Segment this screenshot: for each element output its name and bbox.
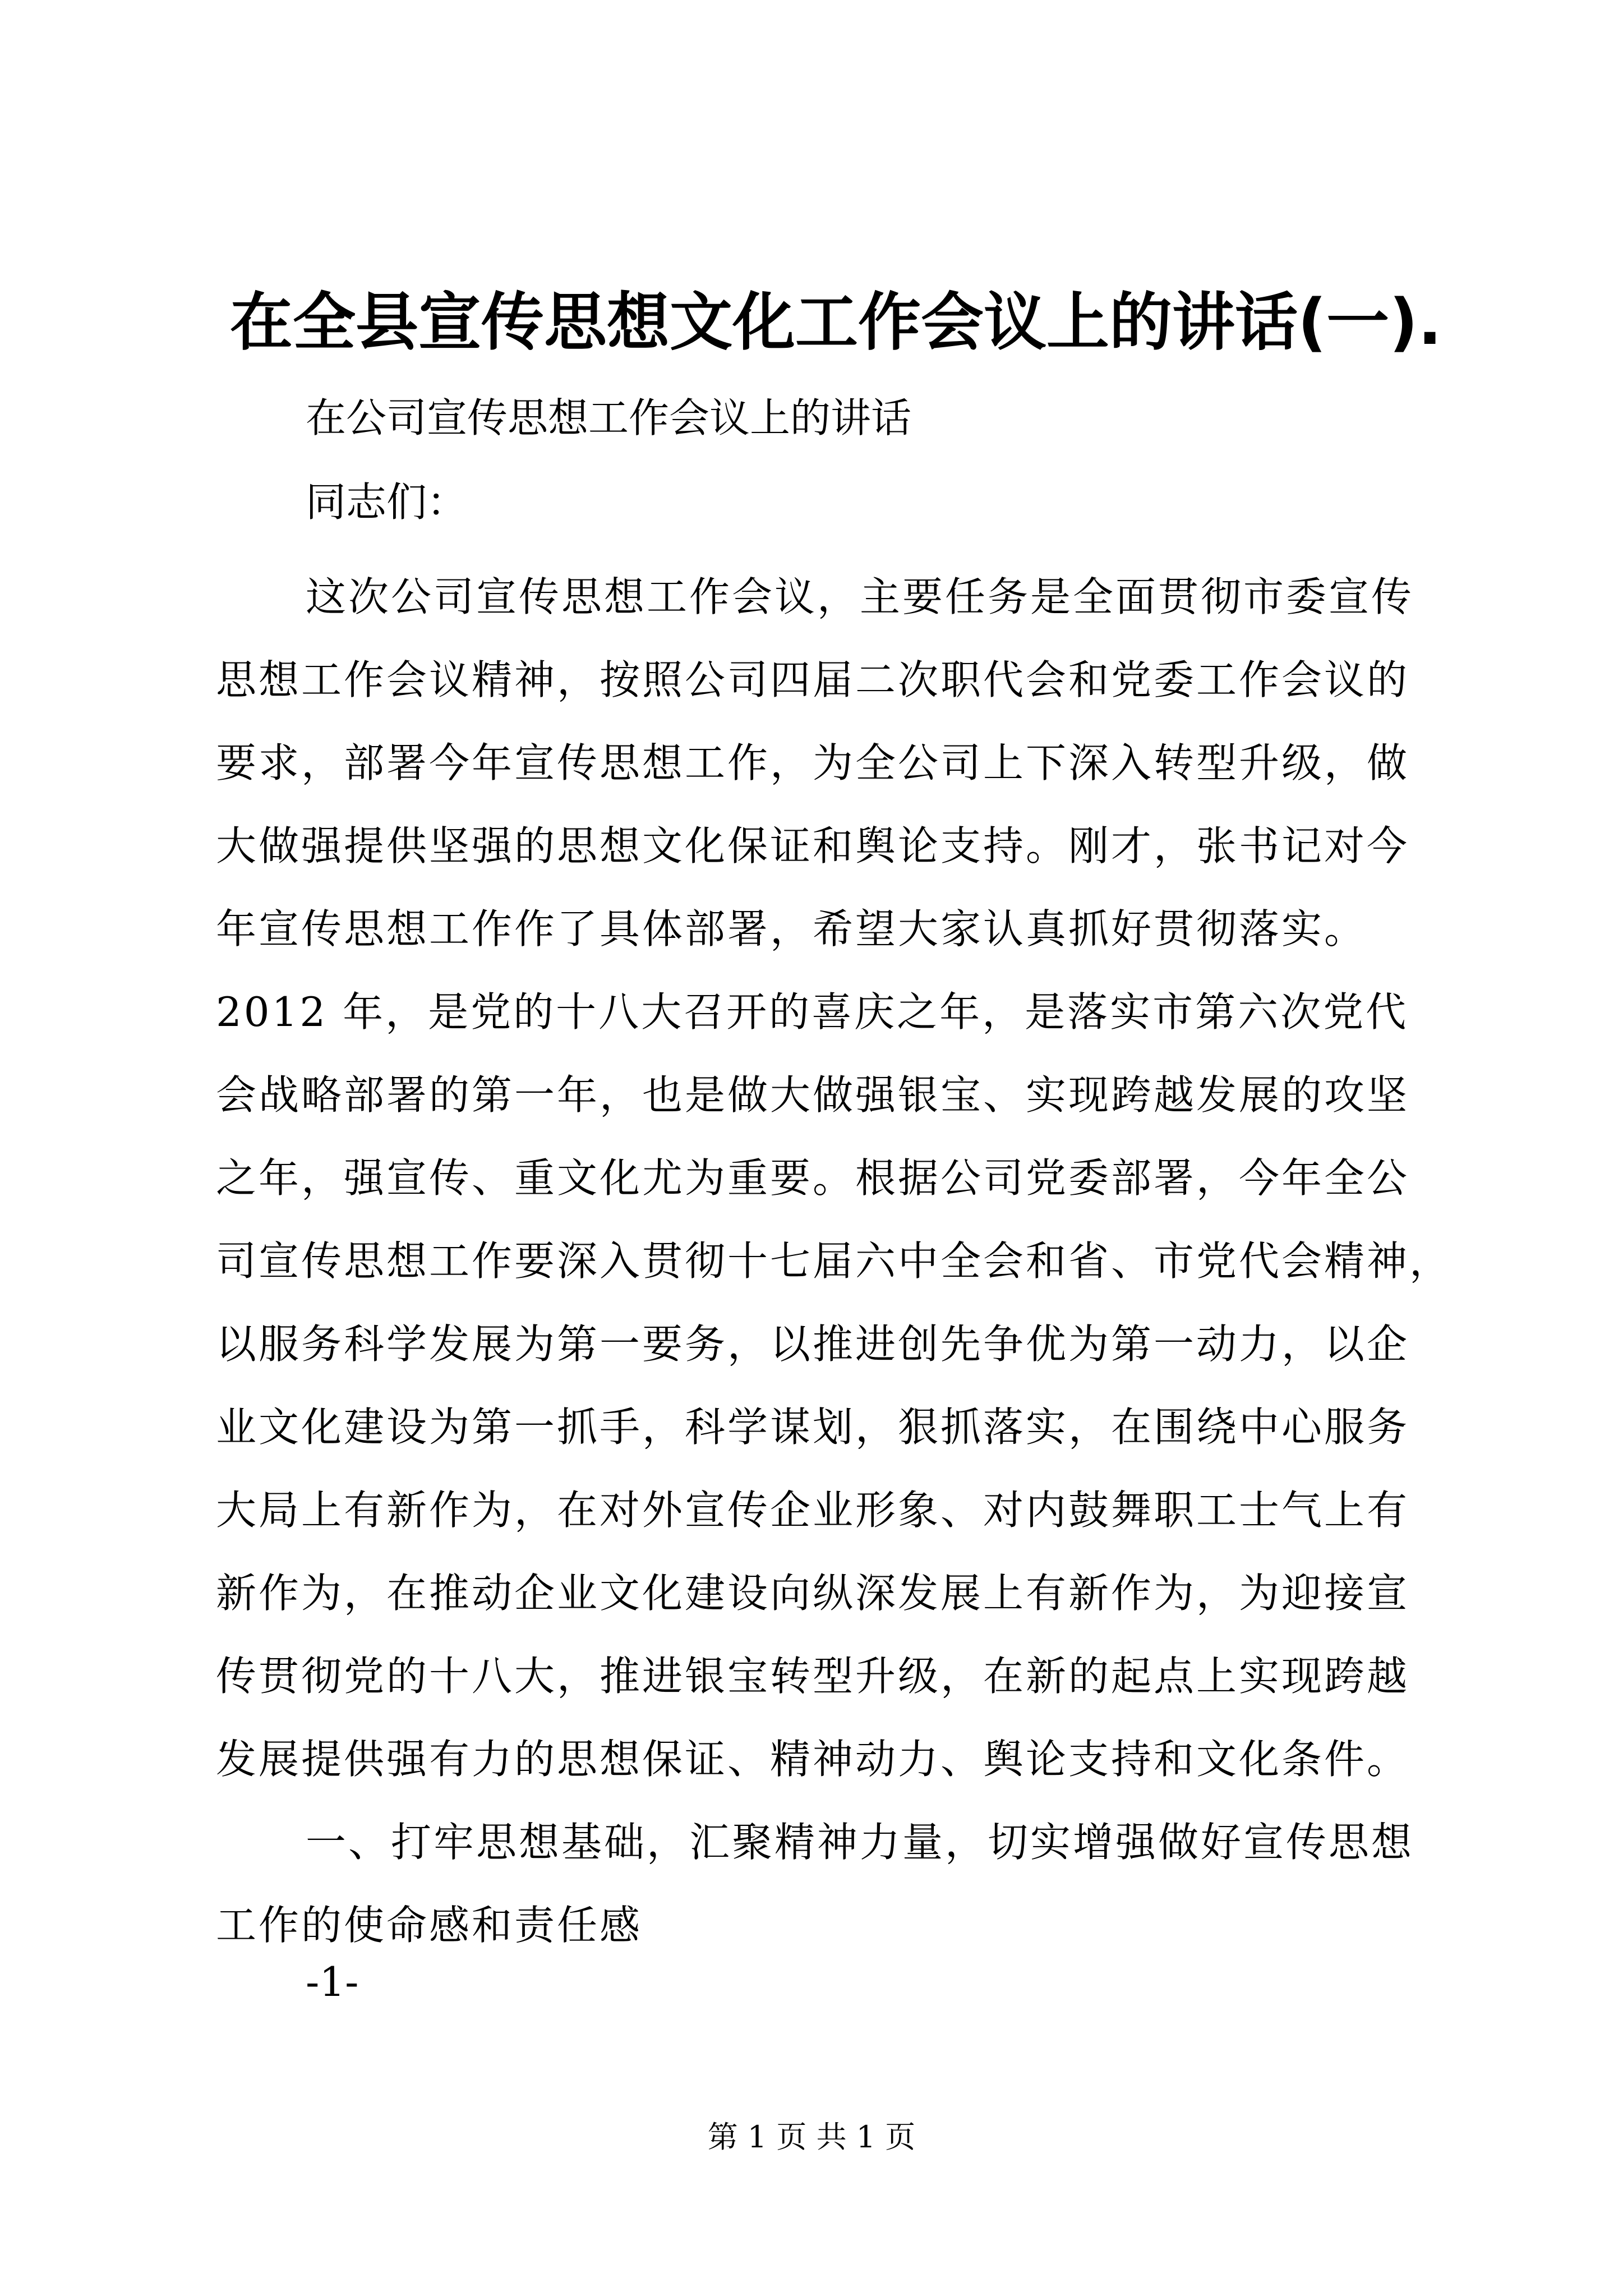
body-line: 年宣传思想工作作了具体部署，希望大家认真抓好贯彻落实。 (216, 905, 1367, 953)
body-line: 大做强提供坚强的思想文化保证和舆论支持。刚才，张书记对今 (216, 822, 1410, 869)
body-text (216, 555, 1453, 1967)
body-line: 这次公司宣传思想工作会议，主要任务是全面贯彻市委宣传 (306, 573, 1414, 620)
document-title: 在全县宣传思想文化工作会议上的讲话(一). (230, 286, 1442, 359)
body-line: 业文化建设为第一抓手，科学谋划，狠抓落实，在围绕中心服务 (216, 1404, 1410, 1451)
body-line: 要求，部署今年宣传思想工作，为全公司上下深入转型升级，做 (216, 739, 1410, 786)
body-line: 2012 年，是党的十八大召开的喜庆之年，是落实市第六次党代 (216, 988, 1409, 1036)
section-heading-line: 工作的使命感和责任感 (216, 1902, 643, 1949)
body-line: 会战略部署的第一年，也是做大做强银宝、实现跨越发展的攻坚 (216, 1071, 1410, 1119)
body-line: 发展提供强有力的思想保证、精神动力、舆论支持和文化条件。 (216, 1736, 1410, 1783)
body-line: 以服务科学发展为第一要务，以推进创先争优为第一动力，以企 (216, 1320, 1410, 1368)
section-heading-line: 一、打牢思想基础，汇聚精神力量，切实增强做好宣传思想 (306, 1819, 1414, 1866)
page-footer: 第 1 页 共 1 页 (707, 2119, 916, 2155)
body-line: 新作为，在推动企业文化建设向纵深发展上有新作为，为迎接宣 (216, 1570, 1410, 1617)
body-line: 司宣传思想工作要深入贯彻十七届六中全会和省、市党代会精神， (216, 1237, 1453, 1285)
body-line: 之年，强宣传、重文化尤为重要。根据公司党委部署，今年全公 (216, 1154, 1410, 1202)
speech-subtitle: 在公司宣传思想工作会议上的讲话 (306, 394, 912, 441)
page-number-marker: -1- (306, 1958, 359, 2005)
body-line: 思想工作会议精神，按照公司四届二次职代会和党委工作会议的 (216, 656, 1410, 703)
body-line: 大局上有新作为，在对外宣传企业形象、对内鼓舞职工士气上有 (216, 1487, 1410, 1534)
salutation: 同志们： (306, 478, 468, 526)
body-line: 传贯彻党的十八大，推进银宝转型升级，在新的起点上实现跨越 (216, 1653, 1410, 1700)
